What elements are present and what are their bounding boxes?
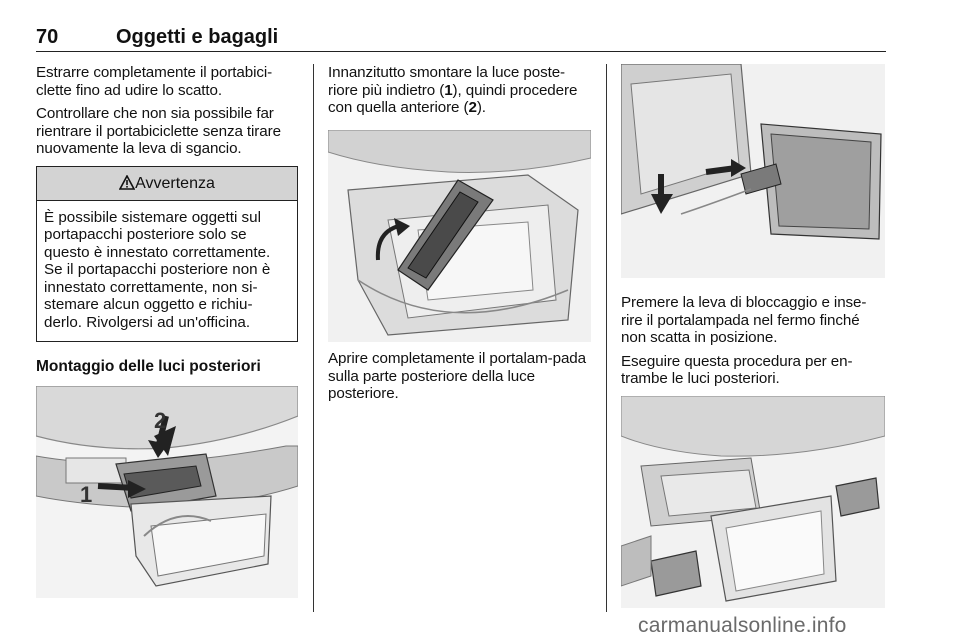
column-1 <box>36 64 298 376</box>
page-number: 70 <box>36 26 59 48</box>
text-fragment: ), quindi procedere con quella anteriore ( <box>328 81 578 116</box>
figure-insert-lamp-holder <box>621 64 885 278</box>
warning-text: È possibile sistemare oggetti sul portapacchi posteriore solo se questo è innestato correttamente. Se il portapacchi posteriore non è innestato correttamente, non si-stemare alcun oggetto e richiu-derlo. Rivolgersi ad un'officina. <box>44 208 271 331</box>
warning-triangle-icon <box>119 175 135 190</box>
ref-number-1: 1 <box>444 81 453 99</box>
section-heading-tail-lights: Montaggio delle luci posteriori <box>36 358 261 375</box>
figure-label-1: 1 <box>80 482 93 507</box>
paragraph-remove-order <box>328 64 593 117</box>
column-divider-2 <box>606 64 607 612</box>
column-2-lower <box>328 350 593 409</box>
text-fragment: ). <box>476 99 486 116</box>
text-fragment: Innanzitutto smontare la luce poste-riore più indietro ( <box>328 64 566 99</box>
figure-label-2: 2 <box>154 408 167 433</box>
tail-light-illustration <box>36 386 298 598</box>
warning-box <box>36 166 298 343</box>
ref-number-2: 2 <box>468 99 477 116</box>
warning-header <box>37 167 297 201</box>
figure-tail-light-removal <box>36 386 298 598</box>
column-divider-1 <box>313 64 314 612</box>
page-title: Oggetti e bagagli <box>116 26 279 48</box>
column-2 <box>328 64 593 123</box>
lamp-holder-open-illustration <box>328 130 591 342</box>
paragraph-open-lamp-holder: Aprire completamente il portalam-pada sulla parte posteriore della luce posteriore. <box>328 350 586 402</box>
paragraph-repeat-procedure: Eseguire questa procedura per en-trambe le luci posteriori. <box>621 352 853 387</box>
figure-open-lamp-holder <box>328 130 591 342</box>
warning-title: Avvertenza <box>135 174 215 192</box>
both-tail-lights-illustration <box>621 396 885 608</box>
paragraph-press-lock-lever: Premere la leva di bloccaggio e inse-rire il portalampada nel fermo finché non scatta in posizione. <box>621 294 867 346</box>
lamp-holder-insert-illustration <box>621 64 885 278</box>
figure-both-tail-lights <box>621 396 885 608</box>
column-3-text <box>621 294 887 394</box>
watermark: carmanualsonline.info <box>638 614 847 637</box>
paragraph-extract-bike-carrier: Estrarre completamente il portabici-clette fino ad udire lo scatto. <box>36 64 273 99</box>
paragraph-check-bike-carrier: Controllare che non sia possibile far rientrare il portabiciclette senza tirare nuovamente la leva di sgancio. <box>36 105 281 157</box>
page-header <box>36 24 886 52</box>
